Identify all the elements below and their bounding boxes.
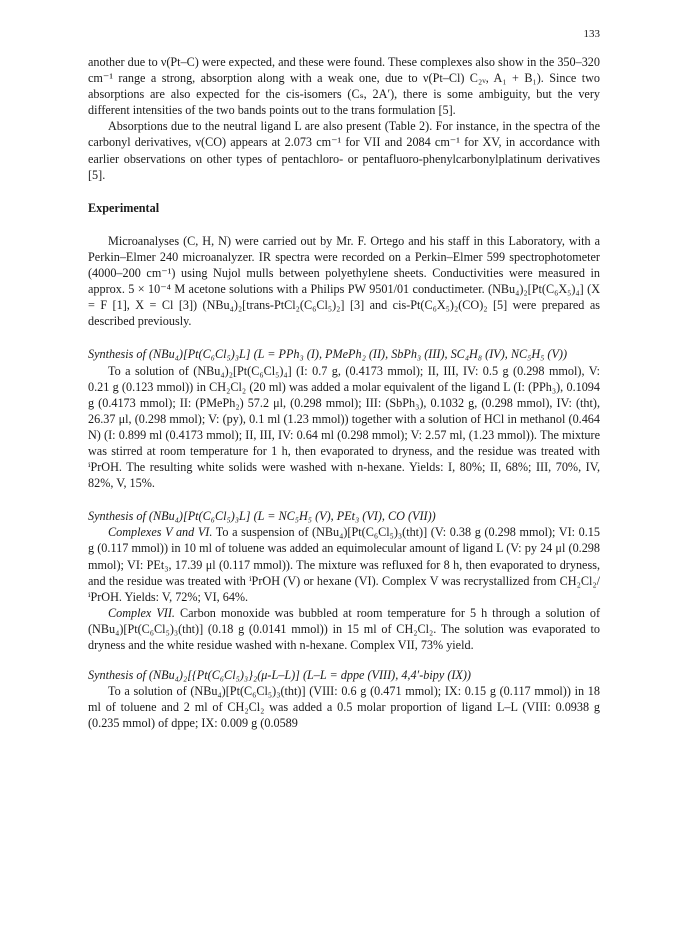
complex-vii-body: Carbon monoxide was bubbled at room temperature for 5 h through a solution of (NBu₄)[Pt(C₆Cl₅)₃(tht)] (0.18 g (0.0141 mmol)) in 15 ml of CH₂Cl₂. The solution was evaporated to dryness and the white residue washed with n-hexane. Complex VII, 73% yield. <box>88 605 601 652</box>
complex-vii-paragraph <box>88 605 600 653</box>
intro-paragraph-1: another due to ν(Pt–C) were expected, and these were found. These complexes also show in the 350–320 cm⁻¹ range a strong, absorption along with a weak one, due to ν(Pt–Cl) C₂ᵥ, A₁ + B₁). Since two absorptions are also expected for the cis-isomers (Cₛ, 2A′), there is some ambiguity, but the very different intensities of the two bands points out to the trans formulation [5]. <box>88 55 600 118</box>
synthesis-1-title: Synthesis of (NBu₄)[Pt(C₆Cl₅)₃L] (L = PPh₃ (I), PMePh₂ (II), SbPh₃ (III), SC₄H₈ (IV), NC₅H₅ (V)) <box>88 347 568 362</box>
experimental-heading: Experimental <box>88 200 160 215</box>
body-text <box>88 54 600 731</box>
complexes-v-vi-body: To a suspension of (NBu₄)[Pt(C₆Cl₅)₃(tht)] (V: 0.38 g (0.298 mmol); VI: 0.15 g (0.117 mmol)) in 10 ml of toluene was added an equimolecular amount of ligand L (V: py 24 μl (0.298 mmol); VI: PEt₃, 17.39 μl (0.117 mmol)). The mixture was refluxed for 8 h, then evaporated to dryness, and the residue was treated with ⁱPrOH (V) or hexane (VI). Complex V was recrystallized from CH₂Cl₂/ⁱPrOH. Yields: V, 72%; VI, 64%. <box>88 525 600 604</box>
page-number: 133 <box>583 28 600 40</box>
complexes-v-vi-label: Complexes V and VI. <box>108 525 213 540</box>
experimental-paragraph: Microanalyses (C, H, N) were carried out by Mr. F. Ortego and his staff in this Laboratory, with a Perkin–Elmer 240 microanalyzer. IR spectra were recorded on a Perkin–Elmer 599 spectrophotometer (4000–200 cm⁻¹) using Nujol mulls between polyethylene sheets. Conductivities were measured in approx. 5 × 10⁻⁴ M acetone solutions with a Philips PW 9501/01 conductimeter. (NBu₄)₂[Pt(C₆X₅)₄] (X = F [1], X = Cl [3]) (NBu₄)₂[trans-PtCl₂(C₆Cl₅)₂] [3] and cis-Pt(C₆X₅)₂(CO)₂ [5] were prepared as described previously. <box>88 233 600 329</box>
complexes-v-vi-paragraph <box>88 524 600 604</box>
synthesis-3-title: Synthesis of (NBu₄)₂[{Pt(C₆Cl₅)₃}₂(μ-L–L)] (L–L = dppe (VIII), 4,4′-bipy (IX)) <box>88 668 471 683</box>
intro-paragraph-2: Absorptions due to the neutral ligand L are also present (Table 2). For instance, in the spectra of the carbonyl derivatives, ν(CO) appears at 2.073 cm⁻¹ for VII and 2084 cm⁻¹ for XV, in accordance with earlier observations on other types of pentachloro- or pentafluoro-phenylcarbonylplatinum derivatives [5]. <box>88 119 600 182</box>
complex-vii-label: Complex VII. <box>108 605 175 620</box>
synthesis-2-title: Synthesis of (NBu₄)[Pt(C₆Cl₅)₃L] (L = NC₅H₅ (V), PEt₃ (VI), CO (VII)) <box>88 509 436 524</box>
synthesis-3-body: To a solution of (NBu₄)[Pt(C₆Cl₅)₃(tht)] (VIII: 0.6 g (0.471 mmol); IX: 0.15 g (0.117 mmol)) in 18 ml of toluene and 2 ml of CH₂Cl₂ was added a 0.5 molar proportion of ligand L–L (VIII: 0.0938 g (0.235 mmol) of dppe; IX: 0.009 g (0.0589 <box>88 684 600 731</box>
synthesis-1-body: To a solution of (NBu₄)₂[Pt(C₆Cl₅)₄] (I: 0.7 g, (0.4173 mmol); II, III, IV: 0.5 g (0.298 mmol), V: 0.21 g (0.123 mmol)) in CH₂Cl₂ (20 ml) was added a molar equivalent of the ligand L (I: (PPh₃), 0.1094 g (0.4173 mmol); II: (PMePh₂) 57.2 μl, (0.298 mmol); III: (SbPh₃), 0.1032 g, (0.298 mmol), IV: (tht), 26.37 μl, (0.298 mmol); V: (py), 0.1 ml (1.23 mmol)) together with a solution of HCl in methanol (0.464 N) (I: 0.899 ml (0.4173 mmol); II, III, IV: 0.64 ml (0.298 mmol); V: 2.57 ml, (1.23 mmol)). The mixture was stirred at room temperature for 1 h, then evaporated to dryness, and the residue was treated with ⁱPrOH. The resulting white solids were washed with n-hexane. Yields: I, 80%; II, 68%; III, 70%, IV, 82%, V, 15%. <box>88 363 600 491</box>
